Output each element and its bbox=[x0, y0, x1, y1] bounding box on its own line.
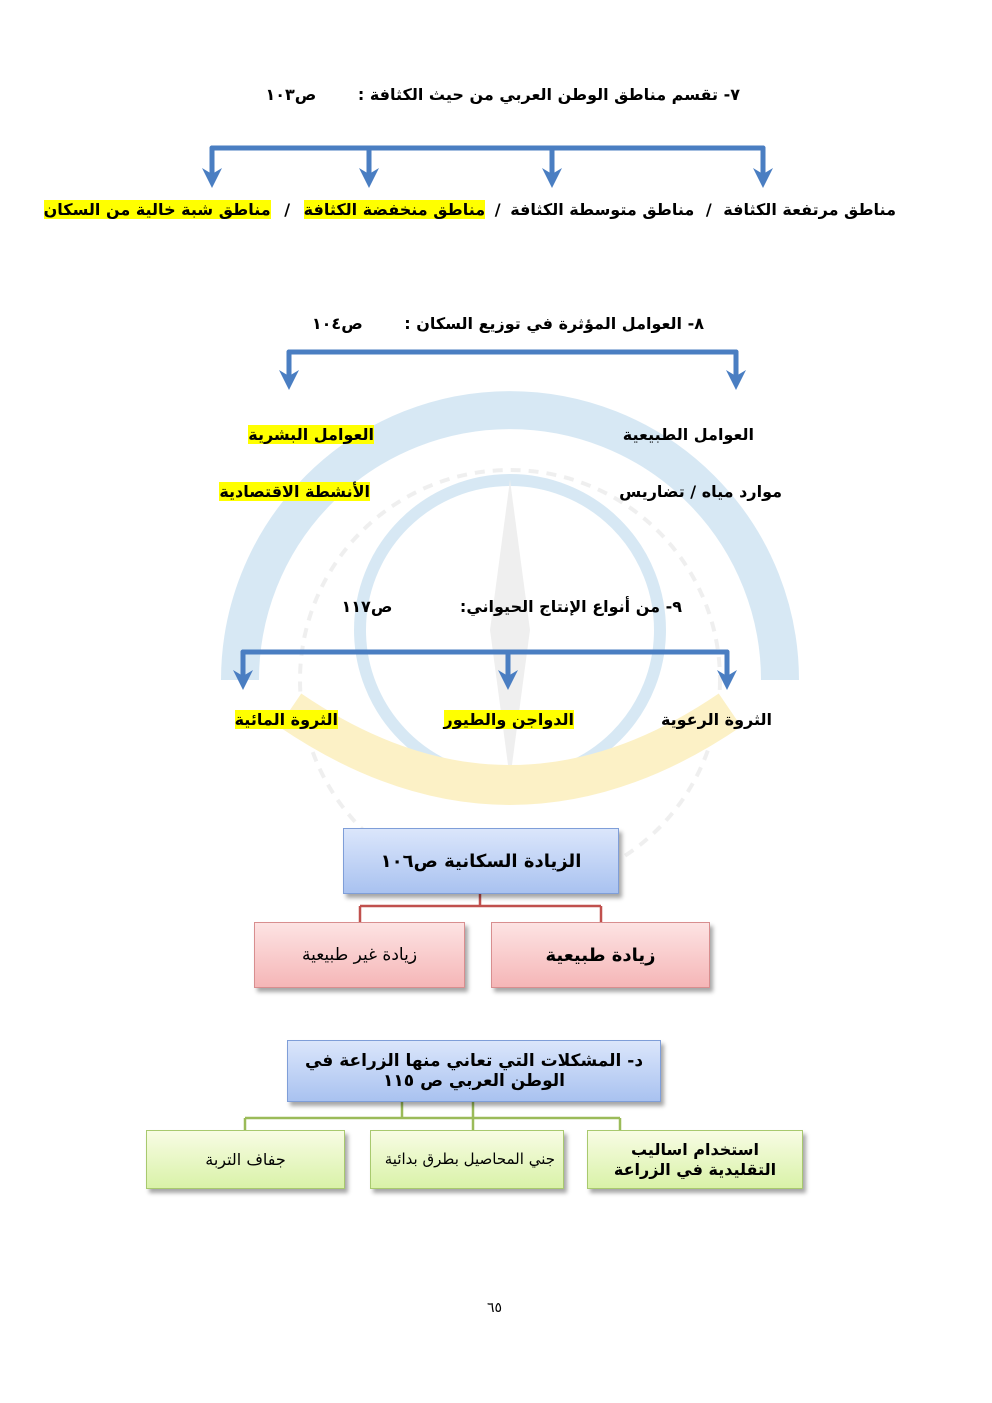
section9-item: الثروة الرعوية bbox=[660, 710, 772, 729]
section7-page-ref: ص١٠٣ bbox=[265, 85, 317, 104]
section8-heading-line bbox=[312, 314, 704, 333]
section7-item: مناطق شبة خالية من السكان bbox=[43, 200, 271, 219]
section8-human-detail: الأنشطة الاقتصادية bbox=[219, 482, 370, 501]
section7-heading: ٧- تقسم مناطق الوطن العربي من حيث الكثافة : bbox=[357, 85, 740, 104]
population-natural-box bbox=[491, 922, 710, 988]
population-title-box bbox=[343, 828, 619, 894]
section8-heading: ٨- العوامل المؤثرة في توزيع السكان : bbox=[404, 314, 704, 333]
section9-heading-line bbox=[342, 597, 682, 616]
agriculture-item-box bbox=[146, 1130, 345, 1189]
section7-items-row bbox=[44, 200, 896, 219]
agriculture-item-box bbox=[587, 1130, 803, 1189]
agriculture-title: د- المشكلات التي تعاني منها الزراعة في الوطن العربي ص ١١٥ bbox=[304, 1050, 644, 1091]
agriculture-item: استخدام اساليب التقليدية في الزراعة bbox=[613, 1140, 777, 1179]
population-title: الزيادة السكانية ص١٠٦ bbox=[380, 850, 582, 872]
population-unnatural: زيادة غير طبيعية bbox=[301, 945, 418, 965]
section8-natural-title: العوامل الطبيعية bbox=[622, 425, 754, 444]
agriculture-item: جفاف التربة bbox=[205, 1150, 286, 1169]
agriculture-item-box bbox=[370, 1130, 564, 1189]
section7-separator: / bbox=[705, 200, 712, 219]
section8-page-ref: ص١٠٤ bbox=[311, 314, 363, 333]
section7-item: مناطق متوسطة الكثافة bbox=[510, 200, 695, 219]
agriculture-item: جني المحاصيل بطرق بدائية bbox=[384, 1150, 555, 1169]
population-unnatural-box bbox=[254, 922, 465, 988]
section7-heading-line bbox=[265, 85, 740, 104]
section9-heading: ٩- من أنواع الإنتاج الحيواني: bbox=[459, 597, 682, 616]
section8-natural-detail: موارد مياه / تضاريس bbox=[619, 482, 782, 501]
section7-item: مناطق منخفضة الكثافة bbox=[303, 200, 486, 219]
section9-item: الدواجن والطيور bbox=[443, 710, 574, 729]
population-natural: زيادة طبيعية bbox=[545, 944, 656, 966]
section7-item: مناطق مرتفعة الكثافة bbox=[723, 200, 896, 219]
section7-separator: / bbox=[494, 200, 501, 219]
section7-separator: / bbox=[284, 200, 291, 219]
section8-human-title: العوامل البشرية bbox=[248, 425, 374, 444]
page-number: ٦٥ bbox=[487, 1300, 503, 1316]
section9-item: الثروة المائية bbox=[234, 710, 338, 729]
section9-page-ref: ص١١٧ bbox=[341, 597, 393, 616]
agriculture-title-box bbox=[287, 1040, 661, 1102]
